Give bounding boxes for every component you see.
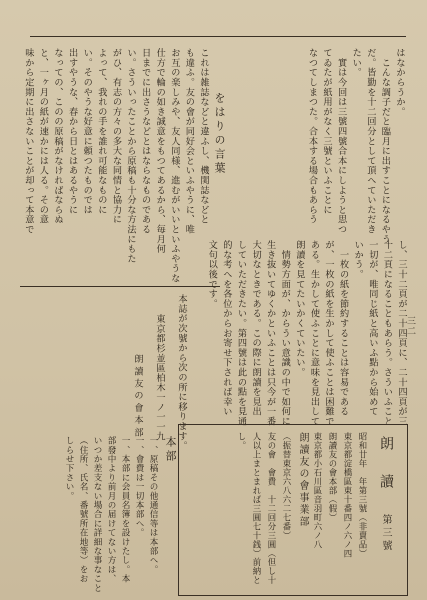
essay-line: い。さういったことから原稿も十分な方法にもた: [125, 48, 137, 264]
publisher: 朗讀友の會本部（假）: [328, 432, 338, 522]
notice-address: 東京都杉並區柏木一ノ一一九: [154, 314, 165, 442]
membership-note: 人以上まとまれば三圓七十銭）前納と: [252, 432, 262, 585]
publisher-address: 東京都淀橋區東十番四ノ六ノ四: [343, 432, 353, 558]
essay-text-block-1: [62, 48, 210, 284]
essay-line: 仕方で輪の如き誠意をもつてあるから、毎月何: [154, 48, 166, 254]
essay-line: していただきたい。第四號は此の點を見通: [235, 240, 247, 427]
essay-line: 情勢方面が、からうい意識の中で如何に: [279, 240, 291, 427]
essay-line: たい。: [350, 48, 362, 78]
printer: 朗讀友の會事業部: [297, 432, 308, 528]
office-heading: 本部: [164, 436, 177, 464]
phone: （振替東京六八六二七番）: [282, 432, 292, 540]
membership-fee: 友の會 會費 十二回分三圓（但し十: [267, 432, 277, 585]
essay-text-block-1-end: [250, 48, 406, 244]
page-number: 三二: [405, 316, 415, 336]
office-item: 部發中より前月の届けてない方は、: [106, 436, 116, 584]
office-item: 一、原稿その他通信等は本部へ。: [148, 436, 158, 574]
essay-line: が、一枚の紙を生かして使ふことは困難で: [323, 240, 335, 427]
office-item: いつか差支ない場合に詳細な事なこと: [92, 436, 102, 593]
essay-line: こんな調子だと臨月に出すことになるやう: [379, 48, 391, 244]
essay-line: お互の楽しみや、友人同様、進むがいいといふやうな: [168, 48, 180, 284]
essay-line: 味から定期に出さないことが却って本意で: [22, 48, 34, 235]
essay-line: 朗讀を見てたいかくていたい。: [293, 240, 305, 378]
essay-line: ある。生かして使ふことに意味を見出して: [308, 240, 320, 427]
date-line: 昭和廿年 年第三號（非賣品）: [358, 432, 368, 558]
issue-number: 第三號: [380, 514, 391, 553]
essay-line: 日までに出さうなどとはならなものである: [139, 48, 151, 235]
office-item: 一、本部に会員名簿を設けたし。本: [120, 436, 130, 584]
essay-line: てゐたが紙用がなく三號といふことに: [321, 48, 333, 215]
notice-org: 朗讀友の會本部: [132, 354, 143, 440]
essay-text-block-1-cont: [20, 48, 64, 280]
essay-line: なつてしまつた。合本する場合もあらう: [306, 48, 318, 225]
printer-address: 東京都小石川區音羽町六ノ八: [313, 432, 323, 549]
notice-line: 本誌が次號から次の所に移ります。: [176, 294, 187, 451]
essay-line: 出すやうな、春から日とはあるやうに: [66, 48, 78, 215]
membership-note: し。: [237, 432, 247, 450]
essay-line: 一切が、唯同じ紙と高いふ點から始めて: [366, 240, 378, 417]
office-notice-list: [60, 436, 160, 592]
essay-line: なっての、このの原稿がなければならぬ: [52, 48, 63, 225]
essay-line: はなからうか。: [394, 48, 405, 117]
office-item: しらせ下さい。: [64, 436, 74, 501]
top-rule: [30, 36, 406, 37]
essay-line: 十二頁になることもあらう。さういふこと: [381, 240, 393, 427]
essay-line: 文句以後です。: [206, 240, 218, 309]
essay-line: だ。皆勤を十二回分として頂へていただき: [364, 48, 376, 235]
essay-line: いかう。: [352, 240, 364, 280]
section-rule-left: [20, 286, 220, 287]
essay-line: も違ふ。友の會が同好会といふやうに、唯: [183, 48, 195, 235]
essay-line: 生き抜いてゆくかといふことは只今が一番: [264, 240, 276, 427]
colophon-details: [190, 432, 370, 588]
essay-line: これは雑誌などと違ふし、機関誌などと: [198, 48, 209, 225]
essay-line: 一枚の紙を節約することは容易である: [337, 240, 349, 417]
essay-line: 的な考へを各位からお寄せ下されば幸い: [220, 240, 232, 417]
essay-line: い。そのやうな好意に頼つたものでは: [81, 48, 93, 215]
essay-line: よって、我れの手を誰れ可能なものに: [95, 48, 107, 215]
essay-line: し、三十二頁が二十四頁に、二十四頁が三: [396, 240, 407, 427]
essay-line: 大切なときである。この際に朗讀を見出: [250, 240, 262, 417]
essay-line: がひ、有志の方々の多大な同情と協力に: [110, 48, 122, 225]
essay-line: 實は今回は三號四號合本にしようと思つ: [335, 48, 347, 235]
essay-line: と、一ヶ月の紙が速かには人る。その意: [37, 48, 49, 225]
essay-title: をはりの言葉: [213, 92, 226, 176]
magazine-title: 朗 讀: [378, 436, 394, 493]
office-item: （住所、氏名、番號所在地等）をお: [78, 436, 88, 584]
office-item: 一、會費は一切本部へ。: [134, 436, 144, 538]
